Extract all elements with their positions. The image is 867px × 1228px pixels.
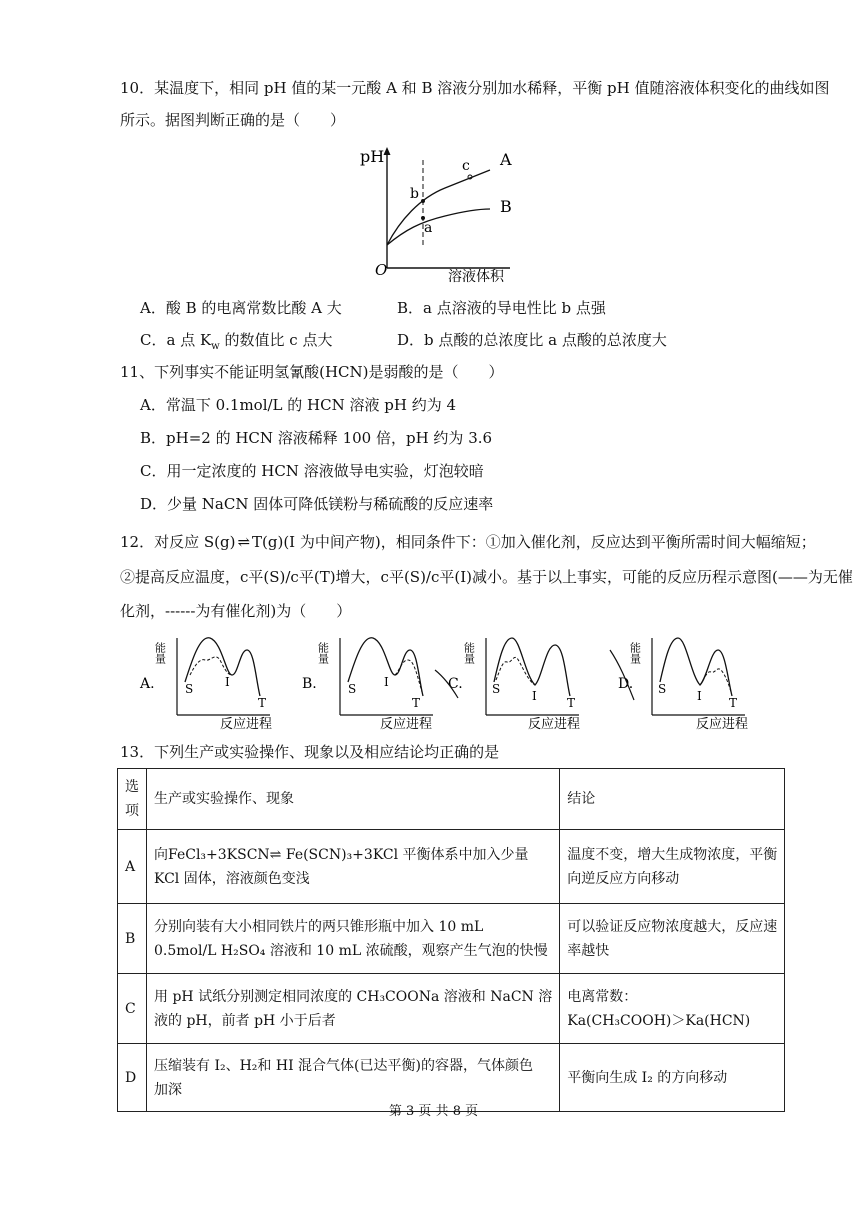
row-operation: 压缩装有 I₂、H₂和 HI 混合气体(已达平衡)的容器，气体颜色 加深: [147, 1044, 560, 1112]
y-axis-label: pH: [360, 147, 385, 166]
q11-option-c: C．用一定浓度的 HCN 溶液做导电实验，灯泡较暗: [140, 462, 484, 480]
row-operation: 向FeCl₃+3KSCN⇌ Fe(SCN)₃+3KCl 平衡体系中加入少量 KCl 固体，溶液颜色变浅: [147, 830, 560, 904]
q12-stem-line3: 化剂，------为有催化剂)为（ ）: [120, 602, 352, 620]
panel-d-letter: D.: [618, 676, 634, 692]
q12-stem-line2: ②提高反应温度，c平(S)/c平(T)增大，c平(S)/c平(I)减小。基于以上事实，可能的反应历程示意图(——为无催: [120, 568, 853, 586]
equilibrium-arrow-icon: ⇌: [237, 533, 251, 551]
panel-d-x-axis: 反应进程: [696, 717, 749, 732]
svg-text:T: T: [412, 696, 421, 710]
svg-text:T: T: [567, 696, 576, 710]
q10-option-d: D．b 点酸的总浓度比 a 点酸的总浓度大: [397, 331, 667, 349]
point-b: [421, 199, 425, 203]
panel-b-y-axis: 能量: [316, 642, 330, 664]
row-option: B: [118, 904, 147, 974]
row-conclusion: 温度不变，增大生成物浓度，平衡 向逆反应方向移动: [560, 830, 785, 904]
point-c-label: c: [462, 158, 470, 174]
curve-a-label: A: [500, 150, 512, 169]
panel-c-x-axis: 反应进程: [528, 717, 581, 732]
q11-option-a: A．常温下 0.1mol/L 的 HCN 溶液 pH 约为 4: [140, 396, 457, 414]
q11-option-d: D．少量 NaCN 固体可降低镁粉与稀硫酸的反应速率: [140, 495, 494, 513]
q11-option-b: B．pH=2 的 HCN 溶液稀释 100 倍，pH 约为 3.6: [140, 429, 493, 447]
header-operation: 生产或实验操作、现象: [147, 769, 560, 830]
q10-option-b: B．a 点溶液的导电性比 b 点强: [397, 299, 606, 317]
header-option: 选项: [118, 769, 147, 830]
q10-option-a: A．酸 B 的电离常数比酸 A 大: [140, 299, 342, 317]
q12-energy-diagrams: [130, 630, 760, 735]
row-conclusion: 平衡向生成 I₂ 的方向移动: [560, 1044, 785, 1112]
panel-a-y-axis: 能量: [153, 642, 167, 664]
q12-stem-line1: 12．对反应 S(g) ⇌ T(g)(I 为中间产物)，相同条件下：①加入催化剂，反应达到平衡所需时间大幅缩短；: [120, 533, 816, 551]
curve-b-label: B: [500, 197, 512, 216]
q10-option-c: C．a 点 $K_w$ 的数值比 c 点大: [140, 331, 333, 352]
row-option: A: [118, 830, 147, 904]
row-conclusion: 可以验证反应物浓度越大，反应速 率越快: [560, 904, 785, 974]
q10-stem-line1: 10．某温度下，相同 pH 值的某一元酸 A 和 B 溶液分别加水稀释，平衡 pH 值随溶液体积变化的曲线如图: [120, 79, 830, 97]
svg-text:S: S: [492, 682, 501, 696]
q11-stem: 11、下列事实不能证明氢氰酸(HCN)是弱酸的是（ ）: [120, 363, 504, 381]
svg-text:S: S: [348, 682, 357, 696]
panel-c-y-axis: 能量: [462, 642, 476, 664]
row-operation: 用 pH 试纸分别测定相同浓度的 CH₃COONa 溶液和 NaCN 溶 液的 pH，前者 pH 小于后者: [147, 974, 560, 1044]
x-axis-label: 溶液体积: [448, 269, 504, 285]
panel-a-x-axis: 反应进程: [220, 717, 273, 732]
panel-a-letter: A.: [140, 676, 155, 692]
header-conclusion: 结论: [560, 769, 785, 830]
svg-text:T: T: [729, 696, 738, 710]
row-option: D: [118, 1044, 147, 1112]
q10-stem-line2: 所示。据图判断正确的是（ ）: [120, 111, 346, 129]
table-row: [118, 830, 785, 904]
origin-label: O: [375, 261, 388, 279]
panel-b-x-axis: 反应进程: [380, 717, 433, 732]
table-row: [118, 974, 785, 1044]
svg-text:I: I: [532, 689, 537, 703]
svg-text:I: I: [225, 675, 230, 689]
table-row: [118, 904, 785, 974]
panel-c-letter: C.: [448, 676, 463, 692]
panel-b-letter: B.: [302, 676, 317, 692]
table-header-row: [118, 769, 785, 830]
svg-text:I: I: [384, 675, 389, 689]
panel-d-y-axis: 能量: [628, 642, 642, 664]
q10-ph-graph: [360, 140, 560, 290]
row-option: C: [118, 974, 147, 1044]
q13-stem: 13．下列生产或实验操作、现象以及相应结论均正确的是: [120, 743, 500, 761]
point-b-label: b: [410, 186, 419, 202]
svg-text:T: T: [258, 696, 267, 710]
svg-text:I: I: [697, 689, 702, 703]
curve-b: [387, 209, 490, 245]
row-conclusion: 电离常数： Ka(CH₃COOH)＞Ka(HCN): [560, 974, 785, 1044]
q13-table: [117, 768, 785, 1112]
point-a-label: a: [424, 220, 433, 236]
row-operation: 分别向装有大小相同铁片的两只锥形瓶中加入 10 mL 0.5mol/L H₂SO₄ 溶液和 10 mL 浓硫酸，观察产生气泡的快慢: [147, 904, 560, 974]
svg-text:S: S: [658, 682, 667, 696]
page-footer: 第 3 页 共 8 页: [388, 1104, 479, 1119]
svg-text:S: S: [185, 682, 194, 696]
